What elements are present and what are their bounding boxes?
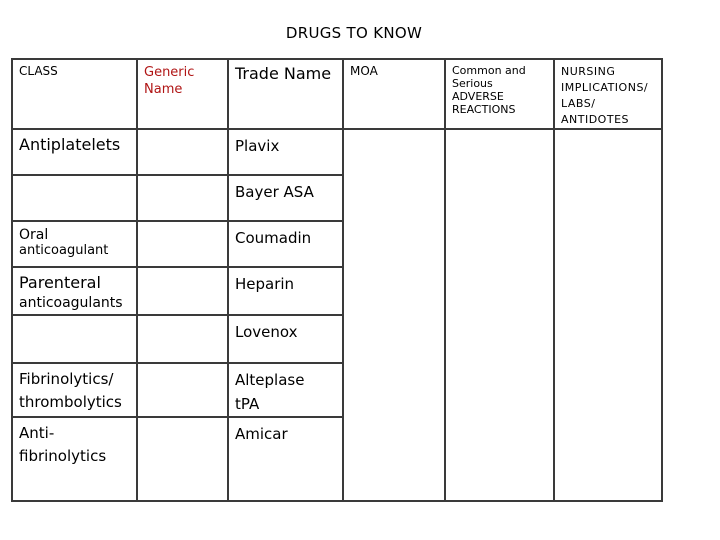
trade-line-1: Alteplase bbox=[235, 371, 305, 389]
generic-cell bbox=[137, 129, 228, 175]
header-generic-name: Generic Name bbox=[137, 59, 228, 129]
trade-cell: Bayer ASA bbox=[228, 175, 343, 221]
header-trade-name: Trade Name bbox=[228, 59, 343, 129]
generic-cell bbox=[137, 221, 228, 267]
class-cell: Anti-fibrinolytics bbox=[12, 417, 137, 501]
header-class: CLASS bbox=[12, 59, 137, 129]
class-line-1: Oral bbox=[19, 227, 49, 243]
class-cell bbox=[12, 175, 137, 221]
class-cell: Antiplatelets bbox=[12, 129, 137, 175]
class-cell: Fibrinolytics/ thrombolytics bbox=[12, 363, 137, 417]
generic-cell bbox=[137, 175, 228, 221]
drugs-table bbox=[11, 58, 663, 502]
header-moa: MOA bbox=[343, 59, 445, 129]
header-nursing-implications: NURSING IMPLICATIONS/ LABS/ ANTIDOTES bbox=[554, 59, 662, 129]
trade-cell: Amicar bbox=[228, 417, 343, 501]
trade-line-2: tPA bbox=[235, 395, 260, 413]
trade-cell bbox=[228, 363, 343, 417]
class-cell bbox=[12, 221, 137, 267]
class-cell bbox=[12, 315, 137, 363]
class-line-2: anticoagulant bbox=[19, 243, 109, 258]
generic-cell bbox=[137, 363, 228, 417]
nursing-cell bbox=[554, 129, 662, 501]
page-title: DRUGS TO KNOW bbox=[285, 24, 423, 42]
trade-cell: Lovenox bbox=[228, 315, 343, 363]
trade-cell: Coumadin bbox=[228, 221, 343, 267]
generic-cell bbox=[137, 315, 228, 363]
header-adverse-reactions: Common and Serious ADVERSE REACTIONS bbox=[445, 59, 554, 129]
adverse-cell bbox=[445, 129, 554, 501]
class-cell bbox=[12, 267, 137, 315]
generic-cell bbox=[137, 267, 228, 315]
class-line-2: anticoagulants bbox=[19, 295, 123, 311]
moa-cell bbox=[343, 129, 445, 501]
generic-cell bbox=[137, 417, 228, 501]
trade-cell: Heparin bbox=[228, 267, 343, 315]
table-row bbox=[12, 129, 662, 175]
class-line-1: Parenteral bbox=[19, 273, 101, 292]
trade-cell: Plavix bbox=[228, 129, 343, 175]
table-header-row bbox=[12, 59, 662, 129]
